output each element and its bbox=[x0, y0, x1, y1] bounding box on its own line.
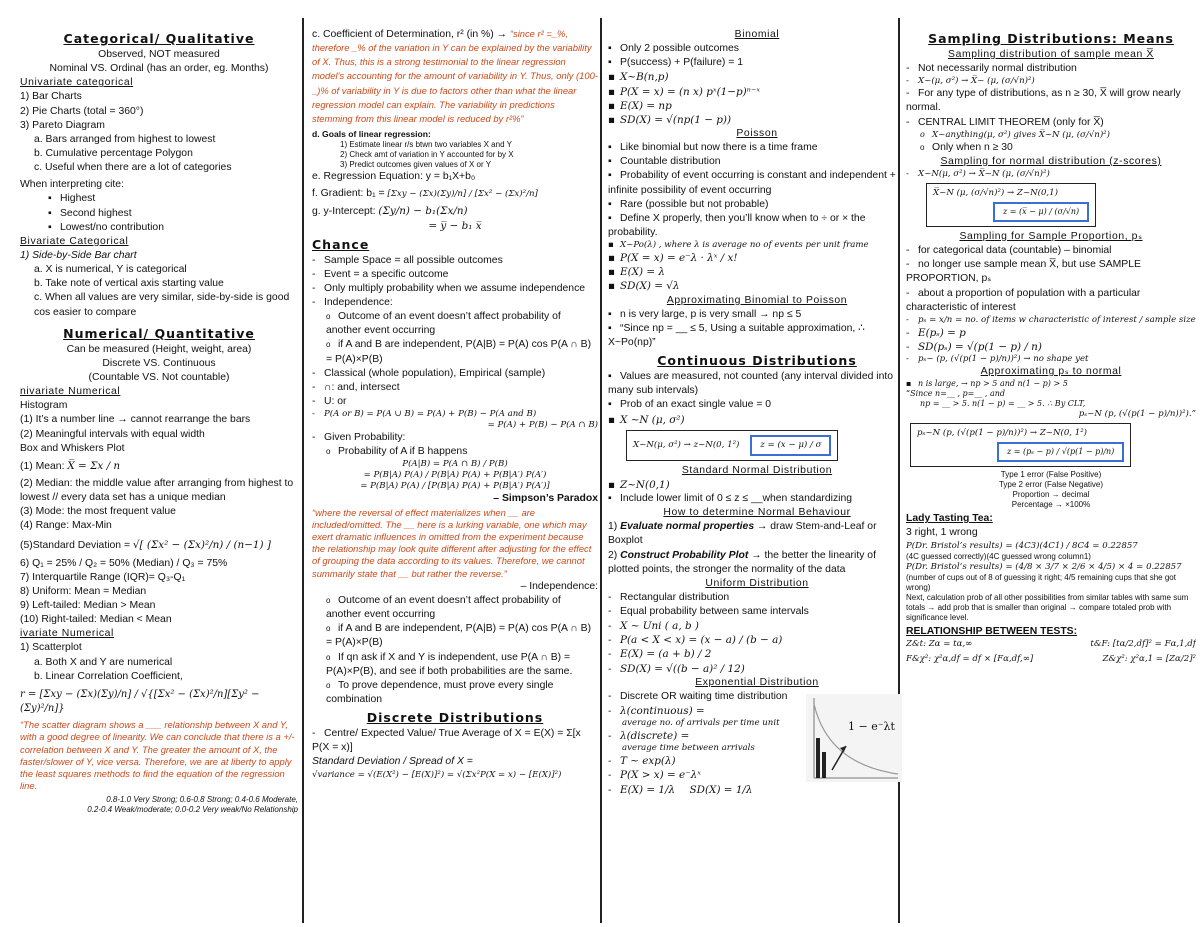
list-item: - Discrete OR waiting time distribution bbox=[608, 690, 798, 704]
subheading: Standard Normal Distribution bbox=[681, 464, 833, 476]
list-item: - U: or bbox=[312, 395, 598, 409]
sampling-z-box: z = (x̅ − μ) / (σ/√n) bbox=[993, 202, 1089, 222]
list-item: average no. of arrivals per time unit bbox=[622, 718, 780, 729]
list-item: o If qn ask if X and Y is independent, use P(A ∩ B) = P(A)×P(B), and see if both probabilities are the same. bbox=[312, 651, 598, 679]
list-item: ▪ Only 2 possible outcomes bbox=[608, 42, 906, 56]
text: Histogram bbox=[20, 400, 68, 412]
subheading: Sampling for normal distribution (z-scores) bbox=[940, 155, 1162, 167]
list-item: b. Take note of vertical axis starting value bbox=[34, 278, 224, 290]
exponential-graph bbox=[806, 694, 902, 782]
text: Type 2 error (False Negative) bbox=[998, 480, 1104, 490]
list-item: - Independence: bbox=[312, 296, 598, 310]
subheading: Binomial bbox=[734, 29, 780, 40]
sampling-box-text: X̅~N (μ, (σ/√n)²) → Z~N(0,1) bbox=[933, 187, 1058, 198]
normal-box bbox=[626, 430, 838, 461]
list-item: (2) Median: the middle value after arranging from highest to lowest // every data set has a unique median bbox=[20, 477, 294, 504]
column-1 bbox=[20, 28, 298, 924]
lady-formula-2: P(Dr. Bristol’s results) = (4/8 × 3/7 × 2/6 × 4/5) × 4 = 0.22857 bbox=[906, 561, 1182, 572]
list-item: 2) Check amt of variation in Y accounted for by X bbox=[340, 149, 514, 159]
subheading: Exponential Distribution bbox=[695, 676, 819, 688]
list-item: ▪ Like binomial but now there is a time frame bbox=[608, 141, 906, 155]
list-item: ▪ Include lower limit of 0 ≤ z ≤ __when standardizing bbox=[608, 492, 906, 506]
how-2b: → the better the linearity of plotted points, the stronger the normality of the data bbox=[608, 549, 876, 575]
list-item: - pₛ~ (p, (√(p(1 − p)/n))²) → no shape yet bbox=[906, 354, 1196, 365]
subheading: Univariate categorical bbox=[20, 77, 134, 89]
list-item: ▪ Countable distribution bbox=[608, 155, 906, 169]
subheading: Approximating Binomial to Poisson bbox=[666, 294, 848, 306]
sampling-box bbox=[926, 183, 1096, 227]
list-item: 3) Predict outcomes given values of X or Y bbox=[340, 159, 492, 169]
proportion-box bbox=[910, 423, 1131, 467]
how-1b: → draw Stem-and-Leaf or Boxplot bbox=[608, 521, 877, 547]
list-item: - pₛ = x/n = no. of items w characteristic of interest / sample size bbox=[906, 315, 1196, 326]
text: Standard Deviation / Spread of X = bbox=[312, 756, 473, 768]
bar-2 bbox=[822, 752, 826, 778]
list-item: - ∩: and, intersect bbox=[312, 381, 598, 395]
list-item: ▪ P(X = x) = e⁻λ · λˣ / x! bbox=[608, 251, 906, 265]
simpson-heading: – Simpson’s Paradox bbox=[493, 493, 598, 505]
column-divider bbox=[600, 18, 602, 923]
list-item: 1) Scatterplot bbox=[20, 642, 82, 654]
list-item: ▪ X~B(n,p) bbox=[608, 70, 906, 84]
rel-3: F&χ²: χ²α,df = df × [Fα,df,∞] bbox=[906, 653, 1034, 664]
list-item: 1) Bar Charts bbox=[20, 91, 82, 103]
list-item: - For any type of distributions, as n ≥ 30, X̅ will grow nearly normal. bbox=[906, 87, 1196, 115]
union-formula-2: = P(A) + P(B) − P(A ∩ B) bbox=[487, 420, 598, 431]
list-item: o if A and B are independent, P(A|B) = P(A) cos P(A ∩ B) = P(A)×P(B) bbox=[312, 622, 598, 650]
list-item: 2) Pie Charts (total = 360°) bbox=[20, 105, 144, 117]
rel-4: Z&χ²: χ²α,1 = [Zα/2]² bbox=[1102, 653, 1196, 664]
rel-2: t&F: [tα/2,df]² = Fα,1,df bbox=[1090, 638, 1196, 649]
list-item: ▪ E(X) = np bbox=[608, 99, 906, 113]
lady-formula-1: P(Dr. Bristol’s results) = (4C3)(4C1) / 8C4 = 0.22857 bbox=[906, 540, 1138, 551]
mean-formula: X̅ = Σx / n bbox=[67, 459, 121, 472]
list-item: (1) It’s a number line → cannot rearrange the bars bbox=[20, 414, 251, 426]
list-item: - Given Probability: bbox=[312, 431, 598, 445]
exp-label: 1 − e⁻λt bbox=[848, 719, 895, 733]
text: When interpreting cite: bbox=[20, 179, 124, 191]
list-item: - SD(pₛ) = √(p(1 − p) / n) bbox=[906, 340, 1196, 354]
list-item: 3) Pareto Diagram bbox=[20, 119, 105, 131]
list-item: - E(pₛ) = p bbox=[906, 326, 1196, 340]
intercept-formula-2: = y̅ − b₁ x̅ bbox=[428, 220, 482, 233]
z-box: z = (x − μ) / σ bbox=[750, 435, 831, 456]
text: Nominal VS. Ordinal (has an order, eg. Months) bbox=[49, 63, 269, 75]
text: (number of cups out of 8 of guessing it right; 4/5 remaining cups that she got wrong) bbox=[906, 572, 1176, 592]
list-item: ▪ SD(X) = √λ bbox=[608, 279, 906, 293]
list-item: ▪ Values are measured, not counted (any interval divided into many sub intervals) bbox=[608, 370, 906, 398]
subheading: How to determine Normal Behaviour bbox=[663, 507, 851, 519]
graph-bg bbox=[806, 694, 902, 782]
normal-box-text: X~N(μ, σ²) → z~N(0, 1²) bbox=[633, 439, 740, 450]
text: Discrete VS. Continuous bbox=[102, 357, 216, 369]
column-3: Binomial ▪ Only 2 possible outcomes ▪ P(success) + P(failure) = 1 ▪ X~B(n,p) ▪ P(X = x) = (n x) pˣ(1−p)ⁿ⁻ˣ ▪ E(X) = np ▪ SD(X) = √(np(1 − p)) Poisson ▪ Like binomial but now there is a time frame ▪ Countable distribution ▪ Probability of event occurring is constant and independent + infinite possibility of event occurring ▪ Rare (possible but not probable) ▪ Define X properly, then you’ll know when to ÷ or × the probability. ▪ X~Po(λ) , where λ is average no of events per unit frame ▪ P(X = x) = e⁻λ · λˣ / x! ▪ E(X) = λ ▪ SD(X) = √λ Approximating Binomial to Poisson ▪ n is very large, p is very small → np ≤ 5 ▪ “Since np = __ ≤ 5, Using a suitable approximation, ∴ X~Po(np)” Continuous Distributions ▪ Values are measured, not counted (any interval divided into many sub intervals) ▪ Prob of an exact single value = 0 ▪ X ~N (μ, σ²) X~N(μ, σ²) → z~N(0, 1²) z = (x − μ) / σ Standard Normal Distribution ▪ Z~N(0,1) ▪ Include lower limit of 0 ≤ z ≤ __when standardizing How to determine Normal Behaviour 1) Evaluate normal properties → draw Stem-and-Leaf or Boxplot 2) Construct Probability Plot → the better the linearity of plotted points, the stronger the normality of the data Uniform Distribution - Rectangular distribution - Equal probability between same intervals - X ~ Uni ( a, b ) - P(a < X < x) = (x − a) / (b − a) - E(X) = (a + b) / 2 - SD(X) = √((b − a)² / 12) Exponential Distribution - Discrete OR waiting time distribution - λ(continuous) = average no. of arrivals per time unit - λ(discrete) = average time between arrivals - T ~ exp(λ) - P(X > x) = e⁻λˣ - E(X) = 1/λ SD(X) = 1/λ 1 − e⁻λt bbox=[608, 28, 906, 924]
list-item: - X~N(μ, σ²) → X̅~N (μ, (σ/√n)²) bbox=[906, 169, 1196, 180]
list-item: 6) Q₁ = 25% / Q₂ = 50% (Median) / Q₃ = 75% bbox=[20, 557, 228, 569]
proportion-z-box: z = (pₛ − p) / √(p(1 − p)/n) bbox=[997, 442, 1124, 462]
heading-chance: Chance bbox=[312, 236, 370, 252]
subheading: ivariate Numerical bbox=[20, 628, 114, 640]
list-item: - P(X > x) = e⁻λˣ bbox=[608, 768, 798, 782]
reg-eq: e. Regression Equation: y = b₁X+b₀ bbox=[312, 170, 476, 182]
list-item: average time between arrivals bbox=[622, 743, 755, 754]
rel-1: Z&t: Zα = tα,∞ bbox=[906, 638, 973, 649]
list-item: 1) Side-by-Side Bar chart bbox=[20, 249, 137, 261]
list-item: (3) Mode: the most frequent value bbox=[20, 506, 176, 518]
list-item: ▪ E(X) = λ bbox=[608, 265, 906, 279]
text: Box and Whiskers Plot bbox=[20, 442, 125, 454]
column-2 bbox=[312, 28, 598, 924]
how-2: Construct Probability Plot bbox=[620, 549, 749, 561]
text: “Since n=__ , p=__ , and bbox=[906, 389, 1006, 399]
heading-discrete: Discrete Distributions bbox=[366, 710, 544, 726]
text: Observed, NOT measured bbox=[98, 49, 220, 60]
spread-formula: √variance = √(E(X²) − [E(X)]²) = √(Σx²P(X = x) − [E(X)]²) bbox=[312, 769, 562, 780]
list-item: (10) Right-tailed: Median < Mean bbox=[20, 614, 172, 626]
list-item: 9) Left-tailed: Median > Mean bbox=[20, 600, 156, 612]
list-item: a. Both X and Y are numerical bbox=[34, 656, 173, 668]
exp-sd: SD(X) = 1/λ bbox=[689, 783, 753, 796]
text: Next, calculation prob of all other possibilities from similar tables with same sum totals → add prob that is smaller than original → compare totaled prob with significance level. bbox=[906, 592, 1189, 622]
list-item: o if A and B are independent, P(A|B) = P(A) cos P(A ∩ B) = P(A)×P(B) bbox=[312, 338, 598, 366]
list-item: o To prove dependence, must prove every single combination bbox=[312, 679, 598, 707]
column-divider bbox=[302, 18, 304, 923]
list-item: - E(X) = (a + b) / 2 bbox=[608, 647, 906, 661]
list-item: o Probability of A if B happens bbox=[312, 445, 598, 459]
list-item: o Outcome of an event doesn’t affect probability of another event occurring bbox=[312, 594, 598, 622]
text: 3 right, 1 wrong bbox=[906, 527, 978, 539]
list-item: ▪ “Since np = __ ≤ 5, Using a suitable approximation, ∴ X~Po(np)” bbox=[608, 322, 906, 350]
list-item: - Sample Space = all possible outcomes bbox=[312, 254, 598, 268]
list-item: - Rectangular distribution bbox=[608, 591, 906, 605]
scatter-note: “The scatter diagram shows a ___ relationship between X and Y, with a good degree of linearity. We can conclude that there is a +/- correlation between X and Y. The greater the amount of X, the faster/slower of Y, vice versa. Therefore, we are at liberty to apply the least squares methods to find the equation of the regression line. bbox=[20, 719, 295, 792]
bayes-3: = P(B|A) P(A) / [P(B|A) P(A) + P(B|A′) P(A′)] bbox=[360, 481, 550, 492]
list-item: 7) Interquartile Range (IQR)= Q₃-Q₁ bbox=[20, 571, 186, 583]
coef-note: “since r² =_%, therefore _% of the variation in Y can be explained by the variability of X. Thus, this is a strong testimonial to the linear regression model’s accounting for the amount of variability in Y. Thus, only (100-_)% of variability in Y is due to factors other than what the linear regression model can explain. The variability in predictions stemming from this linear model is reduced by r²%” bbox=[312, 28, 598, 124]
heading-numerical: Numerical/ Quantitative bbox=[63, 325, 255, 341]
list-item: (2) Meaningful intervals with equal width bbox=[20, 428, 205, 440]
list-item: o Only when n ≥ 30 bbox=[906, 141, 1196, 155]
list-item: ▪ X~Po(λ) , where λ is average no of events per unit frame bbox=[608, 240, 906, 251]
subheading: Uniform Distribution bbox=[705, 577, 809, 589]
list-item: - CENTRAL LIMIT THEOREM (only for X̅) bbox=[906, 116, 1196, 130]
subheading: Sampling distribution of sample mean X̅ bbox=[948, 49, 1154, 60]
list-item: ▪ P(success) + P(failure) = 1 bbox=[608, 56, 906, 70]
strength-1: 0.8-1.0 Very Strong; 0.6-0.8 Strong; 0.4-0.6 Moderate, bbox=[106, 795, 298, 805]
text: (4C guessed correctly)(4C guessed wrong column1) bbox=[906, 551, 1091, 561]
list-item: ▪ Probability of event occurring is constant and independent + infinite possibility of event occurring bbox=[608, 169, 906, 197]
sd-formula: √[ (Σx² − (Σx)²/n) / (n−1) ] bbox=[132, 538, 271, 551]
subheading: Bivariate Categorical bbox=[20, 235, 129, 247]
list-item: ▪ P(X = x) = (n x) pˣ(1−p)ⁿ⁻ˣ bbox=[608, 85, 906, 99]
bar-1 bbox=[816, 738, 820, 778]
column-4 bbox=[906, 28, 1196, 924]
text: (Countable VS. Not countable) bbox=[88, 371, 230, 383]
subheading: Approximating pₛ to normal bbox=[980, 366, 1122, 378]
subheading: Sampling for Sample Proportion, pₛ bbox=[959, 230, 1143, 242]
list-item: ▪ n is very large, p is very small → np ≤ 5 bbox=[608, 308, 906, 322]
list-item: ▪ Rare (possible but not probable) bbox=[608, 198, 906, 212]
list-item: ▪ Lowest/no contribution bbox=[20, 221, 298, 235]
intercept-formula: (Σy/n) − b₁(Σx/n) bbox=[378, 205, 468, 218]
list-item: ▪ Prob of an exact single value = 0 bbox=[608, 398, 906, 412]
list-item: - Equal probability between same intervals bbox=[608, 605, 906, 619]
heading-sampling: Sampling Distributions: Means bbox=[928, 31, 1174, 46]
rel-heading: RELATIONSHIP BETWEEN TESTS: bbox=[906, 625, 1078, 637]
list-item: - X~(μ, σ²) → X̅~ (μ, (σ/√n)²) bbox=[906, 76, 1196, 87]
list-item: c. When all values are very similar, side-by-side is good cos easier to compare bbox=[34, 292, 290, 318]
subheading: nivariate Numerical bbox=[20, 386, 121, 398]
bayes-1: P(A|B) = P(A ∩ B) / P(B) bbox=[402, 459, 508, 470]
heading-categorical: Categorical/ Qualitative bbox=[63, 31, 255, 46]
bayes-2: = P(B|A) P(A) / P(B|A) P(A) + P(B|A′) P(A′) bbox=[363, 470, 547, 481]
list-item: ▪ Second highest bbox=[20, 207, 298, 221]
list-item: - about a proportion of population with a particular characteristic of interest bbox=[906, 287, 1196, 315]
text: Type 1 error (False Positive) bbox=[1000, 470, 1102, 480]
r-formula: r = [Σxy − (Σx)(Σy)/n] / √{[Σx² − (Σx)²/n][Σy² − (Σy)²/n]} bbox=[20, 688, 260, 714]
independence-heading: – Independence: bbox=[520, 580, 598, 592]
list-item: b. Cumulative percentage Polygon bbox=[34, 147, 193, 159]
list-item: ▪ Z~N(0,1) bbox=[608, 478, 906, 492]
union-formula: - P(A or B) = P(A ∪ B) = P(A) + P(B) − P(A and B) bbox=[312, 409, 598, 420]
list-item: a. X is numerical, Y is categorical bbox=[34, 264, 187, 276]
list-item: - SD(X) = √((b − a)² / 12) bbox=[608, 662, 906, 676]
list-item: ▪ Define X properly, then you’ll know when to ÷ or × the probability. bbox=[608, 212, 906, 240]
list-item: ▪ X ~N (μ, σ²) bbox=[608, 413, 906, 427]
text: pₛ~N (p, (√(p(1 − p)/n))²).” bbox=[1078, 409, 1196, 420]
heading-continuous: Continuous Distributions bbox=[657, 353, 857, 369]
list-item: - no longer use sample mean X̅, but use SAMPLE PROPORTION, pₛ bbox=[906, 258, 1196, 286]
list-item: - for categorical data (countable) – binomial bbox=[906, 244, 1196, 258]
list-item: b. Linear Correlation Coefficient, bbox=[34, 670, 183, 682]
gradient-formula: [Σxy − (Σx)(Σy)/n] / [Σx² − (Σx)²/n] bbox=[387, 189, 538, 200]
list-item: o Outcome of an event doesn’t affect probability of another event occurring bbox=[312, 310, 598, 338]
gradient-label: f. Gradient: b₁ = bbox=[312, 188, 385, 200]
list-item: ▪ Highest bbox=[20, 192, 298, 206]
coef-det: c. Coefficient of Determination, r² (in %) → bbox=[312, 29, 507, 40]
lady-heading: Lady Tasting Tea: bbox=[906, 513, 993, 525]
intercept-label: g. y-Intercept: bbox=[312, 206, 376, 218]
text: Percentage → ×100% bbox=[1011, 500, 1091, 510]
how-1: Evaluate normal properties bbox=[620, 521, 755, 533]
exp-mean: E(X) = 1/λ bbox=[620, 783, 676, 796]
list-item: - Only multiply probability when we assume independence bbox=[312, 282, 598, 296]
list-item: a. Bars arranged from highest to lowest bbox=[34, 133, 216, 145]
list-item: ▪ SD(X) = √(np(1 − p)) bbox=[608, 113, 906, 127]
list-item: - Classical (whole population), Empirical (sample) bbox=[312, 367, 598, 381]
sd-label: (5)Standard Deviation = bbox=[20, 539, 131, 551]
list-item: 1) Estimate linear r/s btwn two variables X and Y bbox=[340, 139, 512, 149]
simpson-note: “where the reversal of effect materializes when __ are included/omitted. The __ here is a lurking variable, one which may exert dramatic influences in omitted from the experiment because the relationship may look quite different after adjusting for the effect of grouping the data according to its values. Therefore, we cannot summarily state that __ but rather the reverse.” bbox=[312, 506, 592, 579]
list-item: o X~anything(μ, σ²) gives X̅~N (μ, (σ/√n)²) bbox=[906, 130, 1196, 141]
list-item: - λ(continuous) = bbox=[608, 704, 798, 718]
subheading: Poisson bbox=[736, 127, 778, 139]
list-item: - Not necessarily normal distribution bbox=[906, 62, 1196, 76]
list-item: ▪ n is large, → np > 5 and n(1 − p) > 5 bbox=[906, 379, 1196, 389]
list-item: - P(a < X < x) = (x − a) / (b − a) bbox=[608, 633, 906, 647]
proportion-box-text: pₛ~N (p, (√(p(1 − p)/n))²) → Z~N(0, 1²) bbox=[917, 428, 1088, 439]
list-item: - T ~ exp(λ) bbox=[608, 754, 798, 768]
list-item: - Centre/ Expected Value/ True Average of X = E(X) = Σ[x P(X = x)] bbox=[312, 727, 598, 755]
text: Can be measured (Height, weight, area) bbox=[66, 343, 252, 355]
list-item: - Event = a specific outcome bbox=[312, 268, 598, 282]
list-item: - X ~ Uni ( a, b ) bbox=[608, 619, 906, 633]
text: Proportion → decimal bbox=[1012, 490, 1090, 500]
list-item: - λ(discrete) = bbox=[608, 729, 798, 743]
list-item: c. Useful when there are a lot of categories bbox=[34, 162, 232, 174]
mean-label: (1) Mean: bbox=[20, 460, 65, 472]
list-item: 8) Uniform: Mean = Median bbox=[20, 585, 147, 597]
text: np = __ > 5. n(1 − p) = __ > 5. ∴ By CLT, bbox=[920, 399, 1086, 409]
strength-2: 0.2-0.4 Weak/moderate; 0.0-0.2 Very weak/No Relationship bbox=[87, 805, 298, 815]
list-item: (4) Range: Max-Min bbox=[20, 520, 112, 532]
goals: d. Goals of linear regression: bbox=[312, 128, 431, 139]
